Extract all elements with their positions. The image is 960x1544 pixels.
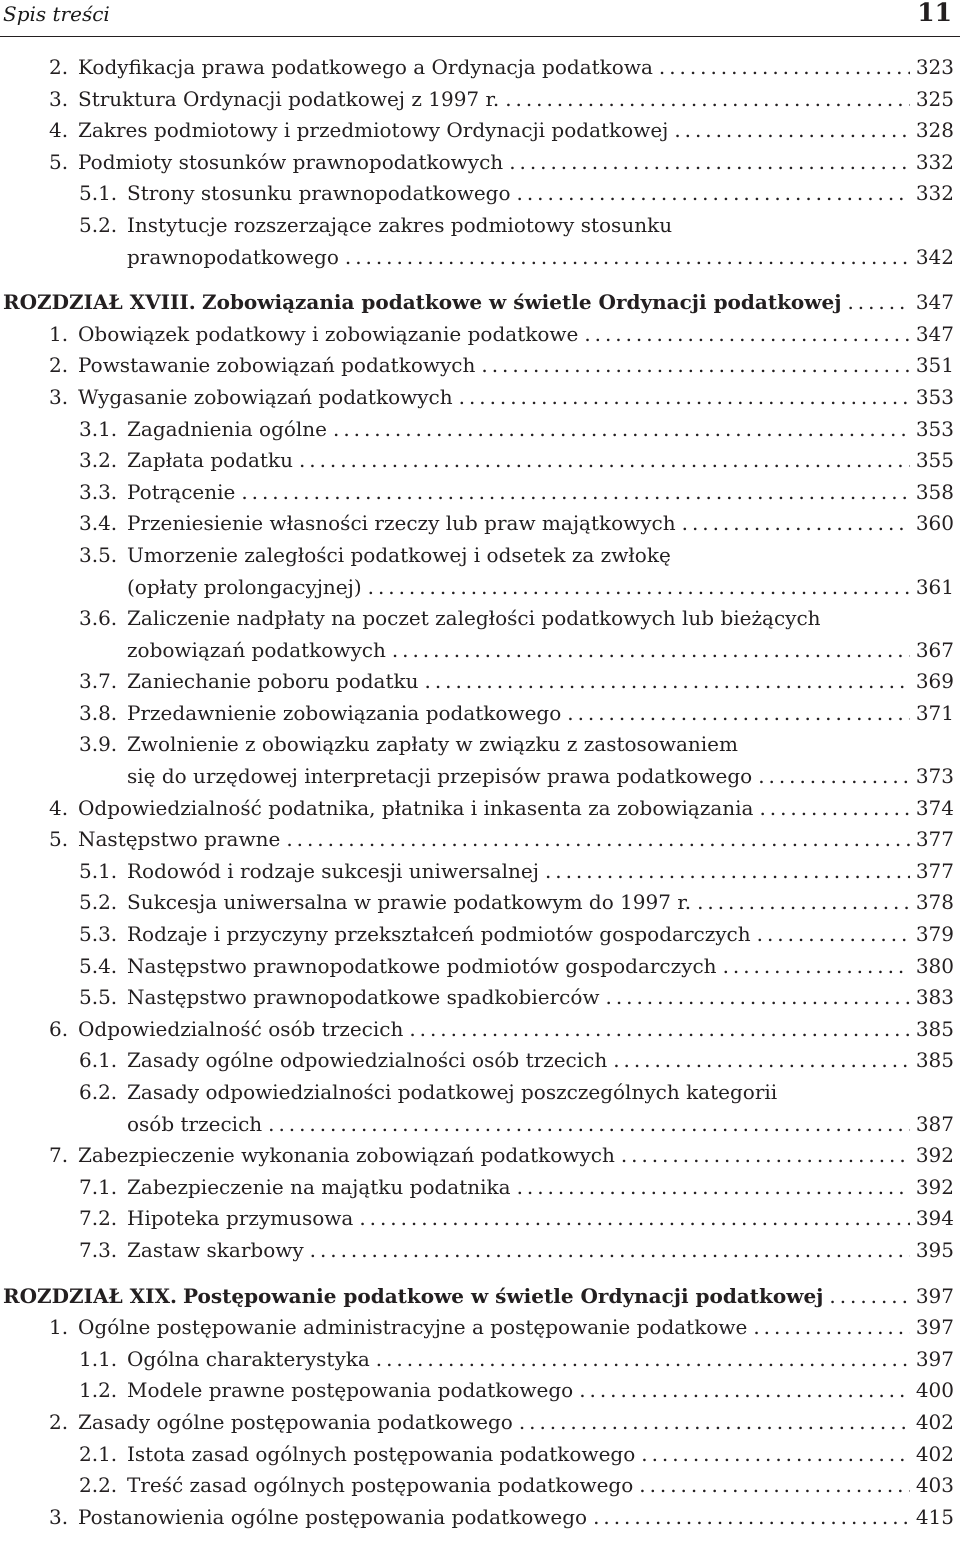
toc-entry-title: prawnopodatkowego <box>127 244 339 269</box>
toc-page-number: 403 <box>915 1473 954 1498</box>
toc-entry-title: Zobowiązania podatkowe w świetle Ordynacji podatkowej <box>202 290 842 315</box>
toc-page-number: 378 <box>915 890 954 915</box>
toc-entry-title: Odpowiedzialność osób trzecich <box>78 1016 404 1041</box>
toc-entry-number: 3.9. <box>79 732 118 757</box>
toc-entry-number: 1.2. <box>79 1378 118 1403</box>
toc-entry-line <box>127 540 954 572</box>
toc-entry-title: Wygasanie zobowiązań podatkowych <box>78 384 453 409</box>
toc-entry <box>0 540 960 603</box>
dot-leader <box>600 982 910 1014</box>
toc-entry <box>0 1203 960 1235</box>
dot-leader <box>607 1045 910 1077</box>
toc-entry <box>0 84 960 116</box>
dot-leader <box>753 793 909 825</box>
toc-entry <box>0 1375 960 1407</box>
toc-entry <box>0 445 960 477</box>
toc-entry <box>0 824 960 856</box>
toc-entry-line <box>127 508 954 540</box>
toc-page-number: 351 <box>915 353 954 378</box>
toc-entry-line <box>127 603 954 635</box>
toc-entry-number: 7.3. <box>79 1237 118 1262</box>
toc-entry-title: Zaliczenie nadpłaty na poczet zaległości podatkowych lub bieżących <box>127 606 821 631</box>
toc-entry-line <box>127 445 954 477</box>
toc-entry-title: Następstwo prawnopodatkowe podmiotów gospodarczych <box>127 953 717 978</box>
toc-entry <box>0 1235 960 1267</box>
toc-entry <box>0 1140 960 1172</box>
toc-entry-number: 3.1. <box>79 416 118 441</box>
dot-leader <box>717 951 910 983</box>
toc-entry-number: 5.1. <box>79 858 118 883</box>
toc-entry <box>0 1407 960 1439</box>
dot-leader <box>327 414 910 446</box>
toc-page-number: 397 <box>915 1346 954 1371</box>
toc-page-number: 347 <box>915 290 954 315</box>
toc-page-number: 395 <box>915 1237 954 1262</box>
toc-entry-line <box>127 1470 954 1502</box>
toc-page-number: 383 <box>915 985 954 1010</box>
toc-entry-line <box>78 1502 954 1534</box>
toc-page-number: 392 <box>915 1143 954 1168</box>
dot-leader <box>653 52 910 84</box>
toc-entry <box>0 982 960 1014</box>
toc-entry-line <box>127 1439 954 1471</box>
toc-entry <box>0 147 960 179</box>
toc-entry-line <box>127 1172 954 1204</box>
toc-entry-line <box>127 1235 954 1267</box>
dot-leader <box>362 572 910 604</box>
toc-entry <box>0 666 960 698</box>
toc-entry-number: 1.1. <box>79 1346 118 1371</box>
toc-entry-line <box>183 1281 954 1313</box>
toc-page-number: 397 <box>915 1315 954 1340</box>
dot-leader <box>676 508 910 540</box>
toc-entry-title: Kodyfikacja prawa podatkowego a Ordynacja podatkowa <box>78 55 653 79</box>
toc-entry-number: 2. <box>49 353 69 378</box>
toc-entry-number: 5.5. <box>79 985 118 1010</box>
toc-page-number: 385 <box>915 1016 954 1041</box>
toc-entry-title: Zwolnienie z obowiązku zapłaty w związku z zastosowaniem <box>127 732 738 757</box>
toc-entry-title: Potrącenie <box>127 479 236 504</box>
toc-entry-number: ROZDZIAŁ XVIII. <box>3 290 196 315</box>
toc-entry <box>0 414 960 446</box>
toc-chapter <box>0 1281 960 1313</box>
toc-page-number: 397 <box>915 1283 954 1308</box>
toc-entry-line <box>78 793 954 825</box>
dot-leader <box>304 1235 910 1267</box>
dot-leader <box>403 1014 909 1046</box>
toc-entry-number: 5.2. <box>79 890 118 915</box>
dot-leader <box>453 382 910 414</box>
toc-page-number: 358 <box>915 479 954 504</box>
toc-entry-title: osób trzecich <box>127 1111 263 1136</box>
dot-leader <box>668 115 909 147</box>
dot-leader <box>635 1439 910 1471</box>
toc-entry-number: 4. <box>49 118 69 143</box>
toc-entry-line <box>127 1203 954 1235</box>
toc-page-number: 415 <box>915 1504 954 1529</box>
toc-entry-number: 3.4. <box>79 511 118 536</box>
toc-entry-line <box>78 1014 954 1046</box>
toc-entry-number: 3.8. <box>79 700 118 725</box>
table-of-contents <box>0 52 960 1533</box>
toc-entry-line <box>127 1109 954 1141</box>
toc-page-number: 342 <box>915 244 954 269</box>
toc-entry <box>0 350 960 382</box>
toc-entry <box>0 477 960 509</box>
dot-leader <box>747 1312 909 1344</box>
toc-entry <box>0 887 960 919</box>
toc-entry <box>0 919 960 951</box>
toc-entry-number: ROZDZIAŁ XIX. <box>3 1283 177 1308</box>
toc-entry <box>0 793 960 825</box>
toc-entry-line <box>127 666 954 698</box>
page-header <box>0 0 960 34</box>
toc-entry <box>0 951 960 983</box>
toc-entry-title: (opłaty prolongacyjnej) <box>127 574 362 599</box>
toc-page-number: 369 <box>915 669 954 694</box>
dot-leader <box>539 856 910 888</box>
toc-entry-title: Sukcesja uniwersalna w prawie podatkowym do 1997 r. <box>127 890 692 915</box>
toc-entry-line <box>78 382 954 414</box>
toc-entry <box>0 1439 960 1471</box>
toc-entry-title: Przedawnienie zobowiązania podatkowego <box>127 700 562 725</box>
toc-entry <box>0 698 960 730</box>
toc-page-number: 394 <box>915 1206 954 1231</box>
dot-leader <box>503 147 910 179</box>
toc-entry-title: Zasady ogólne postępowania podatkowego <box>78 1409 513 1434</box>
toc-entry-number: 1. <box>49 1315 69 1340</box>
toc-entry-title: Strony stosunku prawnopodatkowego <box>127 181 511 206</box>
toc-entry-number: 2. <box>49 1409 69 1434</box>
toc-page-number: 387 <box>915 1111 954 1136</box>
toc-page-number: 367 <box>915 637 954 662</box>
toc-entry-title: Rodzaje i przyczyny przekształceń podmiotów gospodarczych <box>127 922 751 947</box>
toc-entry-line <box>127 698 954 730</box>
toc-entry-number: 4. <box>49 795 69 820</box>
toc-page-number: 380 <box>915 953 954 978</box>
toc-entry-title: zobowiązań podatkowych <box>127 637 386 662</box>
toc-entry-number: 5.2. <box>79 212 118 237</box>
toc-page-number: 332 <box>915 149 954 174</box>
toc-entry-line <box>127 210 954 242</box>
toc-entry-number: 5.4. <box>79 953 118 978</box>
toc-entry-number: 7. <box>49 1143 69 1168</box>
dot-leader <box>751 919 910 951</box>
toc-entry-line <box>127 1077 954 1109</box>
toc-entry-number: 6.1. <box>79 1048 118 1073</box>
toc-entry-line <box>127 951 954 983</box>
toc-entry <box>0 319 960 351</box>
dot-leader <box>280 824 910 856</box>
toc-entry-line <box>127 982 954 1014</box>
toc-entry-line <box>78 350 954 382</box>
toc-entry <box>0 1014 960 1046</box>
toc-entry-line <box>78 1140 954 1172</box>
toc-entry-line <box>127 572 954 604</box>
toc-entry-title: Rodowód i rodzaje sukcesji uniwersalnej <box>127 858 539 883</box>
toc-entry-line <box>78 147 954 179</box>
toc-page-number: 385 <box>915 1048 954 1073</box>
dot-leader <box>353 1203 909 1235</box>
toc-entry-title: Zaniechanie poboru podatku <box>127 669 419 694</box>
toc-entry <box>0 1172 960 1204</box>
toc-page-number: 377 <box>915 858 954 883</box>
toc-page-number: 347 <box>915 321 954 346</box>
dot-leader <box>561 698 910 730</box>
toc-entry-title: Powstawanie zobowiązań podatkowych <box>78 353 476 378</box>
toc-entry-line <box>127 1045 954 1077</box>
toc-page-number: 353 <box>915 416 954 441</box>
toc-entry-title: Zabezpieczenie na majątku podatnika <box>127 1174 511 1199</box>
toc-entry <box>0 1470 960 1502</box>
dot-leader <box>262 1109 910 1141</box>
toc-page-number: 373 <box>915 764 954 789</box>
toc-page-number: 392 <box>915 1174 954 1199</box>
toc-entry <box>0 382 960 414</box>
toc-entry-number: 5.3. <box>79 922 118 947</box>
toc-page-number: 374 <box>915 795 954 820</box>
toc-entry <box>0 210 960 273</box>
page-number: 11 <box>917 0 952 27</box>
toc-page-number: 377 <box>915 827 954 852</box>
dot-leader <box>823 1281 909 1313</box>
toc-entry-number: 3. <box>49 86 69 111</box>
toc-entry <box>0 1077 960 1140</box>
toc-page-number: 353 <box>915 384 954 409</box>
toc-entry-title: Treść zasad ogólnych postępowania podatkowego <box>127 1473 634 1498</box>
dot-leader <box>691 887 910 919</box>
toc-entry-line <box>127 178 954 210</box>
toc-entry-line <box>127 477 954 509</box>
toc-chapter <box>0 287 960 319</box>
dot-leader <box>587 1502 910 1534</box>
toc-entry-number: 5.1. <box>79 181 118 206</box>
toc-entry-title: Hipoteka przymusowa <box>127 1206 354 1231</box>
toc-page-number: 328 <box>915 118 954 143</box>
toc-entry-title: Umorzenie zaległości podatkowej i odsetek za zwłokę <box>127 542 671 567</box>
toc-page-number: 402 <box>915 1441 954 1466</box>
running-title: Spis treści <box>3 2 110 26</box>
toc-entry <box>0 1045 960 1077</box>
toc-page-number: 371 <box>915 700 954 725</box>
toc-entry-line <box>78 1312 954 1344</box>
toc-entry-line <box>127 729 954 761</box>
dot-leader <box>475 350 909 382</box>
toc-page-number: 325 <box>915 86 954 111</box>
toc-entry-number: 2. <box>49 55 69 79</box>
toc-entry-title: Zasady ogólne odpowiedzialności osób trzecich <box>127 1048 608 1073</box>
toc-entry-line <box>78 52 954 84</box>
toc-entry <box>0 508 960 540</box>
toc-entry <box>0 729 960 792</box>
toc-entry <box>0 178 960 210</box>
dot-leader <box>386 635 910 667</box>
toc-entry-title: Zasady odpowiedzialności podatkowej poszczególnych kategorii <box>127 1080 778 1104</box>
toc-entry-title: Modele prawne postępowania podatkowego <box>127 1378 574 1403</box>
toc-entry-title: Zastaw skarbowy <box>127 1237 304 1262</box>
toc-entry-number: 5. <box>49 827 69 852</box>
dot-leader <box>615 1140 910 1172</box>
toc-entry-title: Instytucje rozszerzające zakres podmiotowy stosunku <box>127 212 673 237</box>
toc-page-number: 379 <box>915 922 954 947</box>
toc-entry <box>0 115 960 147</box>
toc-entry-number: 3.3. <box>79 479 118 504</box>
dot-leader <box>511 1172 910 1204</box>
toc-entry-line <box>127 414 954 446</box>
toc-entry <box>0 1344 960 1376</box>
dot-leader <box>633 1470 910 1502</box>
toc-entry-line <box>127 635 954 667</box>
toc-entry <box>0 856 960 888</box>
dot-leader <box>513 1407 910 1439</box>
dot-leader <box>293 445 910 477</box>
toc-entry-line <box>78 824 954 856</box>
toc-entry-line <box>202 287 954 319</box>
toc-entry-title: Podmioty stosunków prawnopodatkowych <box>78 149 504 174</box>
toc-entry-title: Postanowienia ogólne postępowania podatkowego <box>78 1504 588 1529</box>
dot-leader <box>578 319 909 351</box>
header-rule <box>0 36 960 37</box>
toc-entry <box>0 603 960 666</box>
toc-page-number: 355 <box>915 448 954 473</box>
toc-entry-title: się do urzędowej interpretacji przepisów prawa podatkowego <box>127 764 753 789</box>
toc-entry-number: 3. <box>49 384 69 409</box>
toc-entry <box>0 1312 960 1344</box>
toc-entry-line <box>127 919 954 951</box>
toc-entry-line <box>78 84 954 116</box>
dot-leader <box>511 178 910 210</box>
toc-entry-number: 1. <box>49 321 69 346</box>
toc-entry-number: 6. <box>49 1016 69 1041</box>
dot-leader <box>752 761 910 793</box>
toc-entry-line <box>127 1375 954 1407</box>
dot-leader <box>370 1344 910 1376</box>
toc-entry <box>0 1502 960 1534</box>
toc-entry-title: Postępowanie podatkowe w świetle Ordynacji podatkowej <box>183 1283 824 1308</box>
toc-entry-title: Struktura Ordynacji podatkowej z 1997 r. <box>78 86 500 111</box>
toc-page-number: 360 <box>915 511 954 536</box>
toc-entry-title: Zapłata podatku <box>127 448 293 473</box>
toc-entry-line <box>127 856 954 888</box>
toc-page-number: 323 <box>915 55 954 79</box>
toc-page-number: 361 <box>915 574 954 599</box>
toc-entry-title: Przeniesienie własności rzeczy lub praw majątkowych <box>127 511 676 536</box>
toc-entry-line <box>78 1407 954 1439</box>
toc-entry-title: Zabezpieczenie wykonania zobowiązań podatkowych <box>78 1143 615 1168</box>
toc-entry-number: 7.2. <box>79 1206 118 1231</box>
toc-entry-number: 7.1. <box>79 1174 118 1199</box>
dot-leader <box>573 1375 910 1407</box>
toc-entry-title: Zakres podmiotowy i przedmiotowy Ordynacji podatkowej <box>78 118 669 143</box>
toc-entry-title: Następstwo prawnopodatkowe spadkobierców <box>127 985 600 1010</box>
toc-entry-number: 3.5. <box>79 542 118 567</box>
dot-leader <box>499 84 910 116</box>
dot-leader <box>235 477 909 509</box>
toc-page-number: 332 <box>915 181 954 206</box>
toc-entry-number: 2.1. <box>79 1441 118 1466</box>
toc-entry-line <box>78 319 954 351</box>
toc-entry-title: Obowiązek podatkowy i zobowiązanie podatkowe <box>78 321 579 346</box>
toc-entry-line <box>127 761 954 793</box>
dot-leader <box>339 242 910 274</box>
toc-entry-title: Istota zasad ogólnych postępowania podatkowego <box>127 1441 636 1466</box>
toc-entry-title: Ogólna charakterystyka <box>127 1346 370 1371</box>
toc-page-number: 400 <box>915 1378 954 1403</box>
toc-entry-number: 3. <box>49 1504 69 1529</box>
toc-entry-number: 6.2. <box>79 1080 118 1104</box>
toc-entry-number: 3.2. <box>79 448 118 473</box>
toc-entry-line <box>127 242 954 274</box>
toc-entry-number: 5. <box>49 149 69 174</box>
toc-entry-title: Odpowiedzialność podatnika, płatnika i inkasenta za zobowiązania <box>78 795 754 820</box>
toc-entry-number: 3.6. <box>79 606 118 631</box>
toc-entry-line <box>127 1344 954 1376</box>
toc-entry <box>0 52 960 84</box>
toc-entry-line <box>127 887 954 919</box>
toc-entry-title: Zagadnienia ogólne <box>127 416 328 441</box>
toc-entry-number: 3.7. <box>79 669 118 694</box>
toc-entry-title: Ogólne postępowanie administracyjne a postępowanie podatkowe <box>78 1315 748 1340</box>
toc-entry-title: Następstwo prawne <box>78 827 281 852</box>
dot-leader <box>841 287 909 319</box>
toc-page-number: 402 <box>915 1409 954 1434</box>
dot-leader <box>419 666 910 698</box>
toc-entry-line <box>78 115 954 147</box>
toc-entry-number: 2.2. <box>79 1473 118 1498</box>
